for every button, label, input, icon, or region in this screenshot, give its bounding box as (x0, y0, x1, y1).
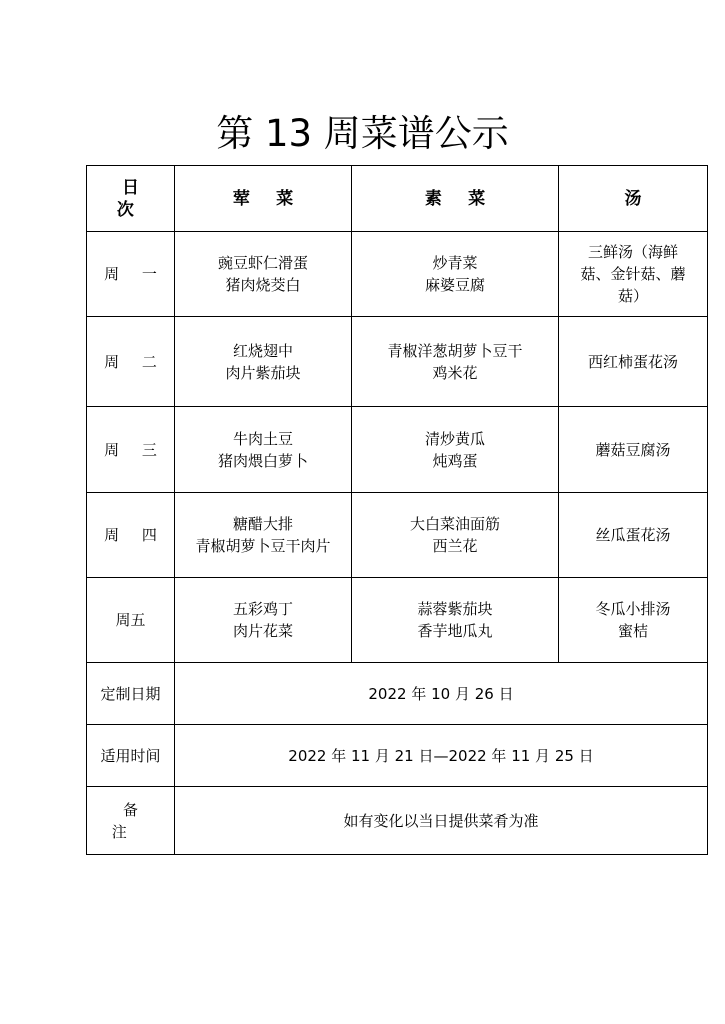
page-title: 第 13 周菜谱公示 (216, 112, 509, 155)
table-header-row (87, 166, 708, 232)
dish-name: 香芋地瓜丸 (417, 622, 493, 640)
dish-name: 菇、金针菇、蘑 (580, 265, 686, 283)
dish-name: 肉片紫茄块 (225, 363, 301, 382)
dish-name: 蘑菇豆腐汤 (595, 440, 671, 459)
meat-cell (175, 407, 352, 493)
soup-cell (559, 578, 708, 663)
dish-name: 糖醋大排 (232, 515, 293, 533)
dish-name: 西红柿蛋花汤 (587, 352, 678, 371)
soup-cell (559, 317, 708, 407)
day-label: 周五 (87, 578, 175, 663)
table-row-friday (87, 578, 708, 663)
meat-cell (175, 493, 352, 578)
soup-cell (559, 232, 708, 317)
menu-table (86, 165, 708, 855)
made-date-value: 2022 年 10 月 26 日 (175, 663, 708, 725)
dish-name: 牛肉土豆 (232, 429, 293, 448)
dish-name: 猪肉煨白萝卜 (217, 451, 308, 470)
soup-cell (559, 493, 708, 578)
dish-name: 青椒胡萝卜豆干肉片 (195, 537, 331, 555)
table-row-wednesday (87, 407, 708, 493)
veg-cell (352, 493, 559, 578)
dish-name: 猪肉烧茭白 (225, 276, 301, 294)
header-meat: 荤 菜 (175, 166, 352, 232)
period-value: 2022 年 11 月 21 日—2022 年 11 月 25 日 (175, 725, 708, 787)
dish-name: 大白菜油面筋 (409, 515, 500, 533)
meat-cell (175, 317, 352, 407)
note-value: 如有变化以当日提供菜肴为准 (175, 787, 708, 855)
table-row-tuesday (87, 317, 708, 407)
note-label: 备 注 (87, 787, 175, 855)
veg-cell (352, 232, 559, 317)
veg-cell (352, 407, 559, 493)
header-soup: 汤 (559, 166, 708, 232)
period-row (87, 725, 708, 787)
dish-name: 菇） (617, 287, 648, 305)
meat-cell (175, 578, 352, 663)
veg-cell (352, 317, 559, 407)
dish-name: 清炒黄瓜 (424, 429, 485, 448)
dish-name: 肉片花菜 (232, 622, 293, 640)
day-label: 周 一 (87, 232, 175, 317)
dish-name: 炖鸡蛋 (432, 451, 478, 470)
dish-name: 豌豆虾仁滑蛋 (217, 254, 308, 272)
table-row-thursday (87, 493, 708, 578)
header-veg: 素 菜 (352, 166, 559, 232)
note-row (87, 787, 708, 855)
dish-name: 炒青菜 (432, 254, 478, 272)
dish-name: 红烧翅中 (232, 341, 293, 360)
day-label: 周 三 (87, 407, 175, 493)
soup-cell (559, 407, 708, 493)
dish-name: 蒜蓉紫茄块 (417, 600, 493, 618)
veg-cell (352, 578, 559, 663)
dish-name: 蜜桔 (617, 622, 648, 640)
period-label: 适用时间 (87, 725, 175, 787)
dish-name: 鸡米花 (432, 363, 478, 382)
day-label: 周 四 (87, 493, 175, 578)
dish-name: 青椒洋葱胡萝卜豆干 (387, 341, 523, 360)
dish-name: 西兰花 (432, 537, 478, 555)
dish-name: 冬瓜小排汤 (595, 600, 671, 618)
dish-name: 三鲜汤（海鲜 (587, 243, 678, 261)
table-row-monday (87, 232, 708, 317)
header-day: 日 次 (87, 166, 175, 232)
dish-name: 丝瓜蛋花汤 (595, 526, 671, 544)
made-date-label: 定制日期 (87, 663, 175, 725)
made-date-row (87, 663, 708, 725)
dish-name: 麻婆豆腐 (424, 276, 485, 294)
meat-cell (175, 232, 352, 317)
dish-name: 五彩鸡丁 (232, 600, 293, 618)
day-label: 周 二 (87, 317, 175, 407)
